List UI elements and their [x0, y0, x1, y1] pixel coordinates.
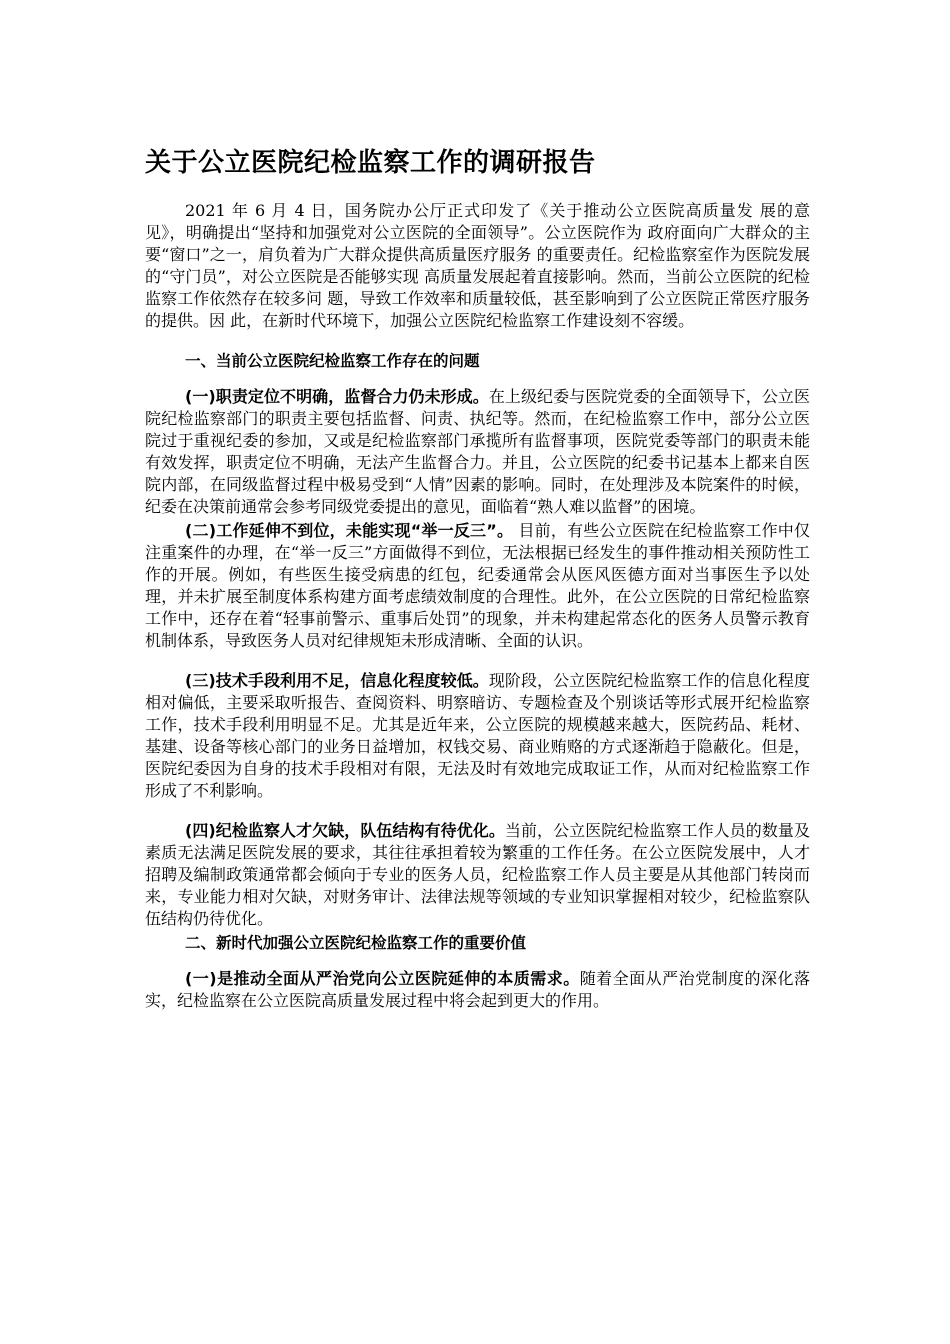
section2-item-1-text: 随着全面从严治党制度的深化落实，纪检监察在公立医院高质量发展过程中将会起到更大的作用。: [145, 969, 810, 1010]
section1-item-3-lead: (三)技术手段利用不足，信息化程度较低。: [185, 671, 489, 690]
section1-item-1-text: 在上级纪委与医院党委的全面领导下，公立医院纪检监察部门的职责主要包括监督、问责、执纪等。然而，在纪检监察工作中，部分公立医院过于重视纪委的参加，又或是纪检监察部门承揽所有监督事项，医院党委等部门的职责未能有效发挥，职责定位不明确，无法产生监督合力。并且，公立医院的纪委书记基本上都来自医院内部，在同级监督过程中极易受到“人情”因素的影响。同时，在处理涉及本院案件的时候，纪委在决策前通常会参考同级党委提出的意见，面临着“熟人难以监督”的困境。: [145, 387, 810, 516]
section2-item-1: [145, 968, 810, 1012]
section1-item-2: [145, 520, 810, 652]
section1-item-4: [145, 820, 810, 930]
section1-item-2-lead: (二)工作延伸不到位，未能实现“举一反三”。: [185, 521, 514, 540]
section1-item-4-text: 当前，公立医院纪检监察工作人员的数量及素质无法满足医院发展的要求，其往往承担着较为繁重的工作任务。在公立医院发展中，人才招聘及编制政策通常都会倾向于专业的医务人员，纪检监察工作人员主要是从其他部门转岗而来，专业能力相对欠缺，对财务审计、法律法规等领域的专业知识掌握相对较少，纪检监察队伍结构仍待优化。: [145, 821, 810, 928]
section2-heading: 二、新时代加强公立医院纪检监察工作的重要价值: [185, 934, 527, 952]
section1-item-2-text: 目前，有些公立医院在纪检监察工作中仅注重案件的办理，在“举一反三”方面做得不到位，无法根据已经发生的事件推动相关预防性工作的开展。例如，有些医生接受病患的红包，纪委通常会从医风医德方面对当事医生予以处理，并未扩展至制度体系构建方面考虑绩效制度的合理性。此外，在公立医院的日常纪检监察工作中，还存在着“轻事前警示、重事后处罚”的现象，并未构建起常态化的医务人员警示教育机制体系，导致医务人员对纪律规矩未形成清晰、全面的认识。: [145, 521, 810, 650]
section1-item-1: [145, 386, 810, 518]
section1-item-3: [145, 670, 810, 802]
intro-paragraph: 2021 年 6 月 4 日，国务院办公厅正式印发了《关于推动公立医院高质量发 展的意见》，明确提出“坚持和加强党对公立医院的全面领导”。公立医院作为 政府面向广大群众的主要“窗口”之一，肩负着为广大群众提供高质量医疗服务 的重要责任。纪检监察室作为医院发展的“守门员”，对公立医院是否能够实现 高质量发展起着直接影响。然而，当前公立医院的纪检监察工作依然存在较多问 题，导致工作效率和质量较低，甚至影响到了公立医院正常医疗服务的提供。因 此，在新时代环境下，加强公立医院纪检监察工作建设刻不容缓。: [145, 201, 810, 330]
section1-item-3-text: 现阶段，公立医院纪检监察工作的信息化程度相对偏低，主要采取听报告、查阅资料、明察暗访、专题检查及个别谈话等形式展开纪检监察工作，技术手段利用明显不足。尤其是近年来，公立医院的规模越来越大，医院药品、耗材、基建、设备等核心部门的业务日益增加，权钱交易、商业贿赂的方式逐渐趋于隐蔽化。但是，医院纪委因为自身的技术手段相对有限，无法及时有效地完成取证工作，从而对纪检监察工作形成了不利影响。: [145, 671, 810, 800]
section1-heading: 一、当前公立医院纪检监察工作存在的问题: [185, 352, 480, 370]
document-title: 关于公立医院纪检监察工作的调研报告: [145, 148, 596, 178]
section1-item-4-lead: (四)纪检监察人才欠缺，队伍结构有待优化。: [185, 821, 505, 840]
section1-item-1-lead: (一)职责定位不明确，监督合力仍未形成。: [185, 387, 489, 406]
document-body: [145, 200, 810, 1012]
section2-item-1-lead: (一)是推动全面从严治党向公立医院延伸的本质需求。: [185, 969, 580, 988]
